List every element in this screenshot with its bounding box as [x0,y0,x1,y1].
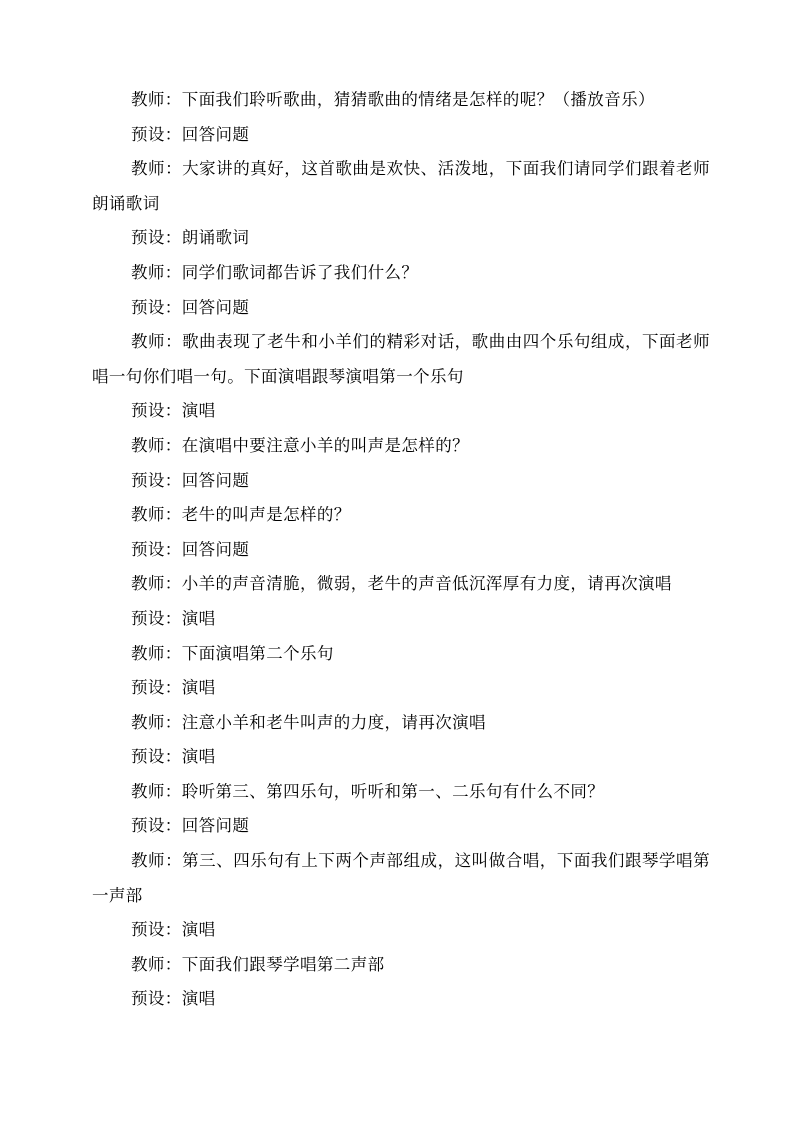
dialogue-line: 教师：小羊的声音清脆，微弱，老牛的声音低沉浑厚有力度，请再次演唱 [131,574,672,594]
dialogue-line: 预设：回答问题 [131,816,250,836]
dialogue-line: 教师：同学们歌词都告诉了我们什么？ [131,262,419,282]
dialogue-line: 教师：歌曲表现了老牛和小羊们的精彩对话，歌曲由四个乐句组成，下面老师唱一句你们唱一句。下面演唱跟琴演唱第一个乐句 [92,332,710,386]
dialogue-line: 预设：演唱 [131,920,216,940]
dialogue-line: 教师：第三、四乐句有上下两个声部组成，这叫做合唱，下面我们跟琴学唱第一声部 [92,851,710,905]
dialogue-line: 教师：下面我们跟琴学唱第二声部 [131,954,385,974]
dialogue-line: 预设：朗诵歌词 [131,228,250,248]
dialogue-line: 预设：演唱 [131,747,216,767]
dialogue-line: 教师：在演唱中要注意小羊的叫声是怎样的？ [131,435,469,455]
dialogue-line: 预设：回答问题 [131,124,250,144]
dialogue-line: 预设：回答问题 [131,470,250,490]
dialogue-line: 教师：下面演唱第二个乐句 [131,643,334,663]
dialogue-line: 预设：演唱 [131,989,216,1009]
dialogue-line: 预设：演唱 [131,401,216,421]
dialogue-line: 教师：注意小羊和老牛叫声的力度，请再次演唱 [131,712,486,732]
dialogue-line: 预设：演唱 [131,678,216,698]
dialogue-line: 教师：下面我们聆听歌曲，猜猜歌曲的情绪是怎样的呢？（播放音乐） [131,90,655,109]
dialogue-line: 教师：老牛的叫声是怎样的？ [131,505,351,525]
dialogue-line: 预设：演唱 [131,608,216,628]
dialogue-line: 教师：聆听第三、第四乐句，听听和第一、二乐句有什么不同？ [131,781,605,801]
dialogue-line: 预设：回答问题 [131,297,250,317]
dialogue-line: 教师：大家讲的真好，这首歌曲是欢快、活泼地，下面我们请同学们跟着老师朗诵歌词 [92,159,710,213]
dialogue-line: 预设：回答问题 [131,539,250,559]
document-body [92,83,710,1017]
